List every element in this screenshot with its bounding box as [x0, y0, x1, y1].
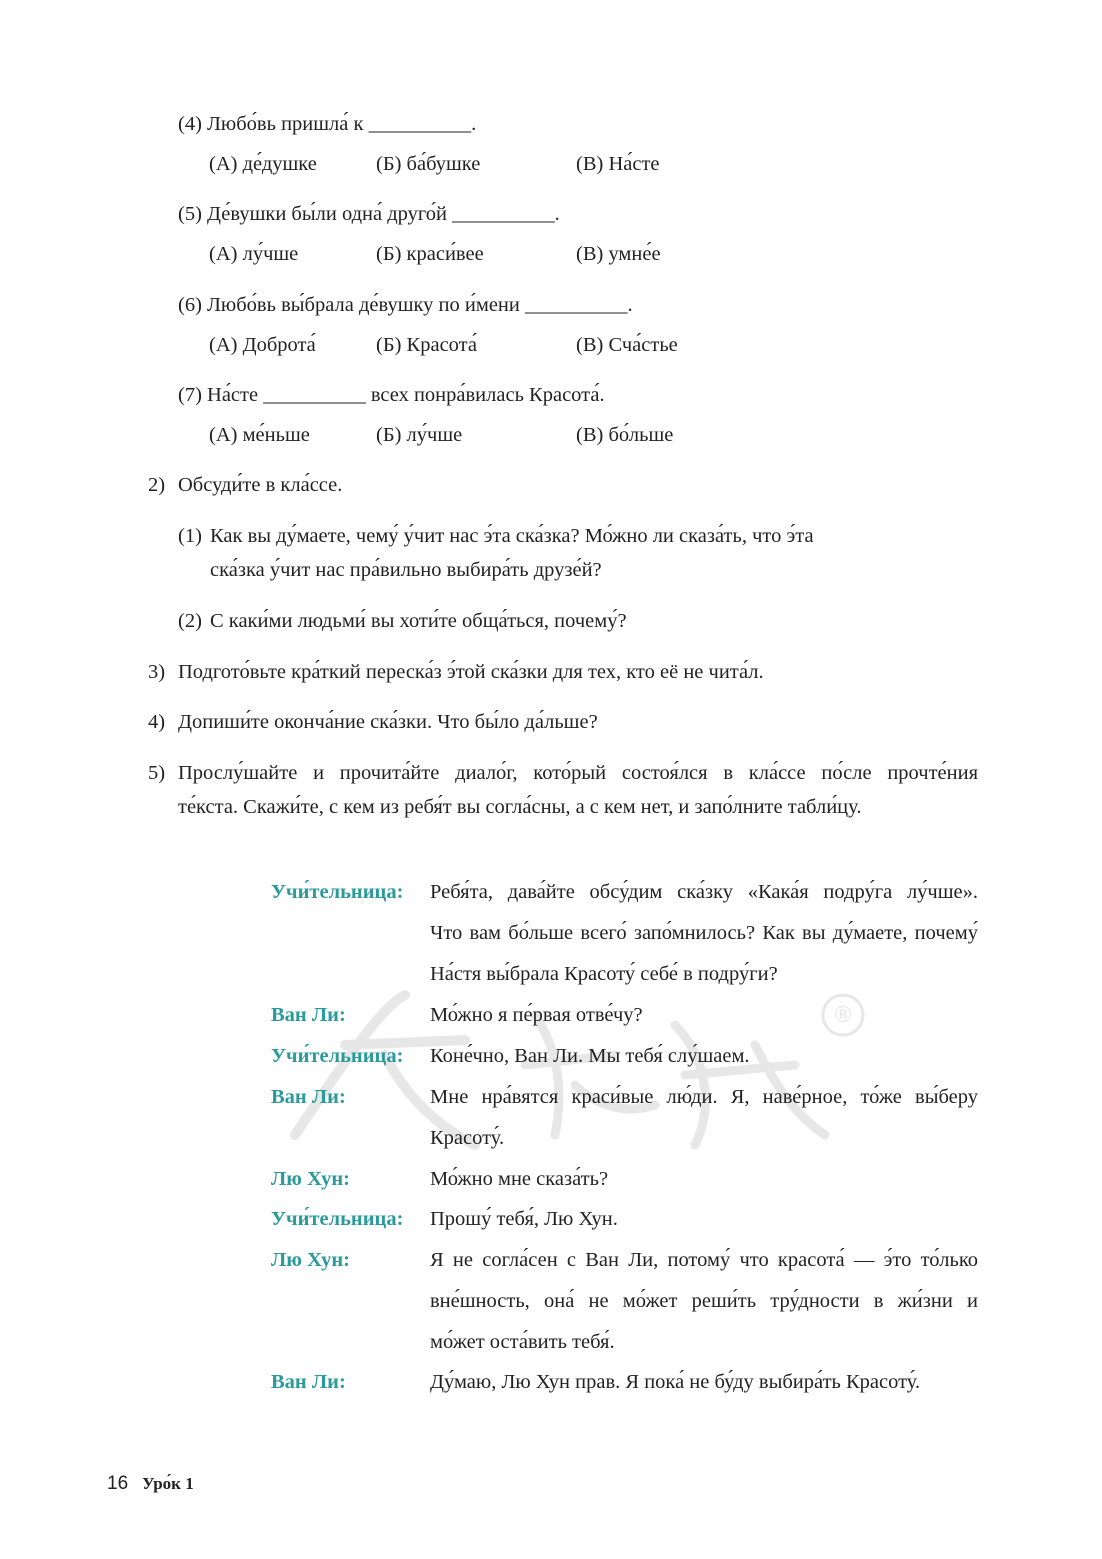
registered-mark: ® — [832, 1003, 854, 1028]
task-line: Прослу́шайте и прочита́йте диало́г, кото́рый состоя́лся в кла́ссе по́сле прочте́ния — [178, 762, 978, 784]
option-a: (А) де́душке — [209, 153, 317, 175]
speaker-name: Лю Хун: — [271, 1249, 350, 1271]
option-c: (В) бо́льше — [576, 424, 674, 446]
question-5: (5) Де́вушки бы́ли одна́ друго́й __________. — [178, 203, 560, 225]
task-text — [178, 756, 978, 824]
speech-line: Коне́чно, Ван Ли. Мы тебя́ слу́шаем. — [430, 1045, 750, 1067]
option-b: (Б) краси́вее — [376, 243, 484, 265]
speaker-name: Ван Ли: — [271, 1086, 346, 1108]
subtask-line: Как вы ду́маете, чему́ у́чит нас э́та ска́зка? Мо́жно ли сказа́ть, что э́та — [210, 525, 814, 547]
speech-line: Мо́жно я пе́рвая отве́чу? — [430, 1004, 643, 1026]
speech-line: Прошу́ тебя́, Лю Хун. — [430, 1208, 618, 1230]
speech-line: Я не согла́сен с Ван Ли, потому́ что красота́ — э́то то́лько — [430, 1249, 978, 1271]
question-4: (4) Любо́вь пришла́ к __________. — [178, 113, 477, 135]
speech-line: Что вам бо́льше всего́ запо́мнилось? Как вы ду́маете, почему́ — [430, 922, 978, 944]
option-c: (В) Сча́стье — [576, 334, 678, 356]
speech-line: Красоту́. — [430, 1127, 505, 1149]
task-number: 4) — [148, 711, 166, 733]
subtask-text — [210, 519, 870, 587]
speech — [430, 995, 978, 1036]
task-number: 5) — [148, 762, 166, 784]
option-b: (Б) Красота́ — [376, 334, 477, 356]
option-a: (А) лу́чше — [209, 243, 299, 265]
speaker-name: Ван Ли: — [271, 1371, 346, 1393]
task-text: Подгото́вьте кра́ткий переска́з э́той ска́зки для тех, кто её не чита́л. — [178, 661, 764, 683]
task-line: те́кста. Скажи́те, с кем из ребя́т вы согла́сны, а с кем нет, и запо́лните табли́цу. — [178, 796, 862, 818]
question-7: (7) На́сте __________ всех понра́вилась Красота́. — [178, 384, 605, 406]
option-a: (А) Доброта́ — [209, 334, 316, 356]
speaker-name: Лю Хун: — [271, 1168, 350, 1190]
option-a: (А) ме́ньше — [209, 424, 310, 446]
speech-line: Ду́маю, Лю Хун прав. Я пока́ не бу́ду выбира́ть Красоту́. — [430, 1371, 921, 1393]
speech — [430, 1199, 978, 1240]
speech — [430, 872, 978, 995]
speech — [430, 1362, 978, 1403]
speech — [430, 1159, 978, 1200]
speech-line: Мо́жно мне сказа́ть? — [430, 1168, 609, 1190]
question-6: (6) Любо́вь вы́брала де́вушку по и́мени __________. — [178, 294, 633, 316]
option-b: (Б) лу́чше — [376, 424, 463, 446]
speech — [430, 1077, 978, 1159]
task-number: 3) — [148, 661, 166, 683]
speech — [430, 1240, 978, 1363]
task-text: Допиши́те оконча́ние ска́зки. Что бы́ло да́льше? — [178, 711, 598, 733]
speaker-name: Учи́тельница: — [271, 1045, 404, 1067]
option-c: (В) умне́е — [576, 243, 661, 265]
speech — [430, 1036, 978, 1077]
speech-line: На́стя вы́брала Красоту́ себе́ в подру́ги? — [430, 963, 778, 985]
speech-line: вне́шность, она́ не мо́жет реши́ть тру́дности в жи́зни и — [430, 1290, 978, 1312]
subtask-line: С каки́ми людьми́ вы хоти́те обща́ться, почему́? — [210, 610, 627, 632]
page-number: 16 — [107, 1473, 129, 1494]
task-number: 2) — [148, 474, 166, 496]
lesson-label: Уро́к 1 — [142, 1474, 194, 1493]
option-b: (Б) ба́бушке — [376, 153, 481, 175]
speech-line: Мне нра́вятся краси́вые лю́ди. Я, наве́рное, то́же вы́беру — [430, 1086, 978, 1108]
option-c: (В) На́сте — [576, 153, 660, 175]
speech-line: мо́жет оста́вить тебя́. — [430, 1331, 615, 1353]
subtask-number: (1) — [178, 525, 202, 547]
page-footer — [107, 1472, 194, 1496]
subtask-text — [210, 604, 870, 638]
subtask-number: (2) — [178, 610, 202, 632]
speech-line: Ребя́та, дава́йте обсу́дим ска́зку «Кака́я подру́га лу́чше». — [430, 881, 978, 903]
speaker-name: Ван Ли: — [271, 1004, 346, 1026]
speaker-name: Учи́тельница: — [271, 881, 404, 903]
task-text: Обсуди́те в кла́ссе. — [178, 474, 343, 496]
speaker-name: Учи́тельница: — [271, 1208, 404, 1230]
subtask-line: ска́зка у́чит нас пра́вильно выбира́ть друзе́й? — [210, 559, 602, 581]
